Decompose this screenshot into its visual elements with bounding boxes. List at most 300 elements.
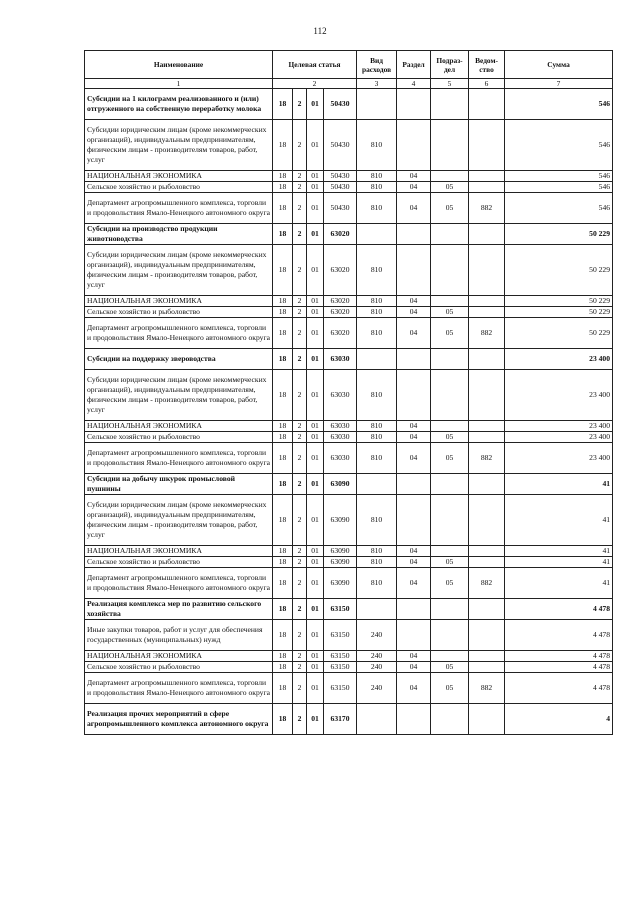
target-code-3: 01 [307, 245, 324, 296]
expense-type: 240 [357, 651, 397, 662]
target-code-1: 18 [273, 432, 293, 443]
amount-value: 23 400 [505, 421, 613, 432]
column-number: 3 [357, 79, 397, 89]
target-code-1: 18 [273, 651, 293, 662]
expense-type: 810 [357, 443, 397, 474]
target-code-3: 01 [307, 421, 324, 432]
target-code-3: 01 [307, 120, 324, 171]
target-code-2: 2 [293, 432, 307, 443]
subsection-code [431, 421, 469, 432]
expense-type: 810 [357, 432, 397, 443]
target-code-2: 2 [293, 245, 307, 296]
target-code-4: 63090 [324, 474, 357, 495]
target-code-3: 01 [307, 182, 324, 193]
row-name: Департамент агропромышленного комплекса, торговли и продовольствия Ямало-Ненецкого автономного округа [85, 673, 273, 704]
expense-type [357, 474, 397, 495]
expense-type: 810 [357, 557, 397, 568]
subsection-code [431, 296, 469, 307]
section-code [397, 620, 431, 651]
amount-value: 41 [505, 474, 613, 495]
expense-type: 810 [357, 182, 397, 193]
row-name: Реализация прочих мероприятий в сфере агропромышленного комплекса автономного округа [85, 704, 273, 735]
budget-table [84, 50, 613, 735]
section-code: 04 [397, 307, 431, 318]
header-expense: Вид расходов [357, 51, 397, 79]
table-row [85, 193, 613, 224]
subsection-code [431, 495, 469, 546]
department-code [469, 546, 505, 557]
subsection-code: 05 [431, 443, 469, 474]
row-name: Сельское хозяйство и рыболовство [85, 662, 273, 673]
section-code [397, 370, 431, 421]
section-code [397, 495, 431, 546]
table-row [85, 557, 613, 568]
amount-value: 546 [505, 182, 613, 193]
amount-value: 41 [505, 546, 613, 557]
expense-type: 810 [357, 568, 397, 599]
table-row [85, 620, 613, 651]
subsection-code [431, 599, 469, 620]
target-code-1: 18 [273, 568, 293, 599]
target-code-1: 18 [273, 704, 293, 735]
expense-type [357, 704, 397, 735]
section-code [397, 224, 431, 245]
section-code: 04 [397, 651, 431, 662]
table-row [85, 349, 613, 370]
subsection-code: 05 [431, 193, 469, 224]
target-code-3: 01 [307, 599, 324, 620]
target-code-1: 18 [273, 620, 293, 651]
department-code [469, 432, 505, 443]
target-code-4: 63090 [324, 495, 357, 546]
subsection-code: 05 [431, 673, 469, 704]
target-code-1: 18 [273, 296, 293, 307]
row-name: Субсидии на 1 килограмм реализованного и (или) отгруженного на собственную переработку молока [85, 89, 273, 120]
expense-type: 810 [357, 318, 397, 349]
row-name: Департамент агропромышленного комплекса, торговли и продовольствия Ямало-Ненецкого автономного округа [85, 568, 273, 599]
amount-value: 41 [505, 568, 613, 599]
expense-type: 240 [357, 620, 397, 651]
target-code-4: 50430 [324, 182, 357, 193]
target-code-4: 63030 [324, 443, 357, 474]
target-code-2: 2 [293, 224, 307, 245]
target-code-1: 18 [273, 443, 293, 474]
subsection-code [431, 89, 469, 120]
target-code-4: 50430 [324, 171, 357, 182]
section-code [397, 599, 431, 620]
expense-type: 810 [357, 546, 397, 557]
target-code-4: 63090 [324, 568, 357, 599]
department-code [469, 704, 505, 735]
department-code [469, 620, 505, 651]
table-row [85, 307, 613, 318]
target-code-4: 63030 [324, 370, 357, 421]
expense-type: 810 [357, 421, 397, 432]
department-code [469, 307, 505, 318]
table-row [85, 296, 613, 307]
target-code-4: 63090 [324, 546, 357, 557]
column-number: 7 [505, 79, 613, 89]
amount-value: 50 229 [505, 307, 613, 318]
page-number: 112 [313, 26, 327, 36]
target-code-1: 18 [273, 495, 293, 546]
row-name: Субсидии на производство продукции животноводства [85, 224, 273, 245]
target-code-4: 63150 [324, 673, 357, 704]
target-code-1: 18 [273, 421, 293, 432]
row-name: Иные закупки товаров, работ и услуг для обеспечения государственных (муниципальных) нужд [85, 620, 273, 651]
expense-type: 810 [357, 296, 397, 307]
target-code-2: 2 [293, 673, 307, 704]
section-code: 04 [397, 443, 431, 474]
row-name: НАЦИОНАЛЬНАЯ ЭКОНОМИКА [85, 171, 273, 182]
amount-value: 41 [505, 557, 613, 568]
target-code-4: 50430 [324, 193, 357, 224]
amount-value: 546 [505, 120, 613, 171]
target-code-4: 50430 [324, 120, 357, 171]
subsection-code [431, 474, 469, 495]
target-code-1: 18 [273, 599, 293, 620]
amount-value: 4 478 [505, 651, 613, 662]
target-code-1: 18 [273, 245, 293, 296]
target-code-3: 01 [307, 432, 324, 443]
row-name: Субсидии юридическим лицам (кроме некоммерческих организаций), индивидуальным предпринимателям, физическим лицам - производителям товаров, работ, услуг [85, 370, 273, 421]
table-row [85, 495, 613, 546]
amount-value: 23 400 [505, 443, 613, 474]
target-code-2: 2 [293, 599, 307, 620]
target-code-1: 18 [273, 193, 293, 224]
section-code: 04 [397, 193, 431, 224]
department-code: 882 [469, 318, 505, 349]
target-code-2: 2 [293, 474, 307, 495]
target-code-2: 2 [293, 651, 307, 662]
target-code-4: 63030 [324, 349, 357, 370]
subsection-code [431, 171, 469, 182]
target-code-4: 63020 [324, 307, 357, 318]
target-code-1: 18 [273, 474, 293, 495]
target-code-3: 01 [307, 620, 324, 651]
amount-value: 546 [505, 193, 613, 224]
amount-value: 50 229 [505, 296, 613, 307]
department-code [469, 224, 505, 245]
section-code: 04 [397, 421, 431, 432]
target-code-4: 63020 [324, 245, 357, 296]
header-amount: Сумма [505, 51, 613, 79]
target-code-2: 2 [293, 370, 307, 421]
target-code-4: 63150 [324, 620, 357, 651]
amount-value: 23 400 [505, 349, 613, 370]
department-code [469, 662, 505, 673]
section-code: 04 [397, 673, 431, 704]
target-code-2: 2 [293, 662, 307, 673]
target-code-1: 18 [273, 89, 293, 120]
table-row [85, 120, 613, 171]
target-code-2: 2 [293, 307, 307, 318]
target-code-3: 01 [307, 349, 324, 370]
section-code [397, 704, 431, 735]
column-numbers-row [85, 79, 613, 89]
department-code [469, 245, 505, 296]
target-code-4: 63150 [324, 599, 357, 620]
target-code-1: 18 [273, 307, 293, 318]
target-code-2: 2 [293, 296, 307, 307]
subsection-code [431, 245, 469, 296]
target-code-3: 01 [307, 704, 324, 735]
target-code-3: 01 [307, 193, 324, 224]
target-code-1: 18 [273, 662, 293, 673]
target-code-3: 01 [307, 495, 324, 546]
department-code [469, 89, 505, 120]
department-code [469, 474, 505, 495]
header-row [85, 51, 613, 79]
target-code-2: 2 [293, 120, 307, 171]
target-code-2: 2 [293, 182, 307, 193]
subsection-code: 05 [431, 662, 469, 673]
expense-type: 810 [357, 370, 397, 421]
department-code [469, 349, 505, 370]
expense-type: 810 [357, 171, 397, 182]
target-code-2: 2 [293, 318, 307, 349]
department-code: 882 [469, 568, 505, 599]
target-code-1: 18 [273, 171, 293, 182]
table-row [85, 432, 613, 443]
table-row [85, 421, 613, 432]
subsection-code [431, 224, 469, 245]
section-code: 04 [397, 182, 431, 193]
target-code-2: 2 [293, 349, 307, 370]
target-code-2: 2 [293, 704, 307, 735]
target-code-2: 2 [293, 193, 307, 224]
section-code: 04 [397, 568, 431, 599]
target-code-1: 18 [273, 546, 293, 557]
target-code-1: 18 [273, 224, 293, 245]
target-code-3: 01 [307, 568, 324, 599]
department-code [469, 120, 505, 171]
row-name: Субсидии на поддержку звероводства [85, 349, 273, 370]
target-code-2: 2 [293, 89, 307, 120]
target-code-3: 01 [307, 370, 324, 421]
column-number: 1 [85, 79, 273, 89]
header-name: Наименование [85, 51, 273, 79]
row-name: НАЦИОНАЛЬНАЯ ЭКОНОМИКА [85, 296, 273, 307]
table-row [85, 568, 613, 599]
expense-type [357, 349, 397, 370]
amount-value: 23 400 [505, 370, 613, 421]
target-code-1: 18 [273, 349, 293, 370]
target-code-3: 01 [307, 318, 324, 349]
section-code [397, 245, 431, 296]
column-number: 5 [431, 79, 469, 89]
section-code: 04 [397, 171, 431, 182]
section-code [397, 474, 431, 495]
target-code-4: 63170 [324, 704, 357, 735]
department-code [469, 182, 505, 193]
column-number: 6 [469, 79, 505, 89]
target-code-4: 63020 [324, 318, 357, 349]
table-row [85, 171, 613, 182]
row-name: Сельское хозяйство и рыболовство [85, 307, 273, 318]
target-code-3: 01 [307, 224, 324, 245]
amount-value: 4 478 [505, 620, 613, 651]
target-code-1: 18 [273, 673, 293, 704]
header-target: Целевая статья [273, 51, 357, 79]
expense-type: 810 [357, 495, 397, 546]
table-row [85, 474, 613, 495]
target-code-3: 01 [307, 443, 324, 474]
department-code [469, 495, 505, 546]
subsection-code [431, 704, 469, 735]
row-name: Департамент агропромышленного комплекса, торговли и продовольствия Ямало-Ненецкого автономного округа [85, 193, 273, 224]
table-row [85, 662, 613, 673]
row-name: Департамент агропромышленного комплекса, торговли и продовольствия Ямало-Ненецкого автономного округа [85, 443, 273, 474]
target-code-1: 18 [273, 120, 293, 171]
target-code-1: 18 [273, 557, 293, 568]
row-name: Департамент агропромышленного комплекса, торговли и продовольствия Ямало-Ненецкого автономного округа [85, 318, 273, 349]
department-code: 882 [469, 673, 505, 704]
target-code-2: 2 [293, 557, 307, 568]
subsection-code: 05 [431, 568, 469, 599]
header-department: Ведом-ство [469, 51, 505, 79]
target-code-3: 01 [307, 89, 324, 120]
expense-type: 810 [357, 245, 397, 296]
target-code-3: 01 [307, 662, 324, 673]
row-name: Субсидии юридическим лицам (кроме некоммерческих организаций), индивидуальным предпринимателям, физическим лицам - производителям товаров, работ, услуг [85, 245, 273, 296]
subsection-code: 05 [431, 557, 469, 568]
table-row [85, 245, 613, 296]
column-number: 2 [273, 79, 357, 89]
expense-type: 240 [357, 673, 397, 704]
section-code [397, 89, 431, 120]
amount-value: 546 [505, 171, 613, 182]
row-name: Сельское хозяйство и рыболовство [85, 557, 273, 568]
department-code: 882 [469, 443, 505, 474]
target-code-4: 63150 [324, 662, 357, 673]
section-code: 04 [397, 318, 431, 349]
header-subsection: Подраз-дел [431, 51, 469, 79]
expense-type: 810 [357, 307, 397, 318]
subsection-code [431, 349, 469, 370]
subsection-code [431, 546, 469, 557]
target-code-2: 2 [293, 171, 307, 182]
header-section: Раздел [397, 51, 431, 79]
expense-type [357, 89, 397, 120]
target-code-2: 2 [293, 546, 307, 557]
subsection-code [431, 620, 469, 651]
table-row [85, 182, 613, 193]
target-code-3: 01 [307, 651, 324, 662]
target-code-2: 2 [293, 421, 307, 432]
row-name: НАЦИОНАЛЬНАЯ ЭКОНОМИКА [85, 651, 273, 662]
amount-value: 41 [505, 495, 613, 546]
target-code-4: 63090 [324, 557, 357, 568]
amount-value: 50 229 [505, 224, 613, 245]
target-code-4: 63020 [324, 296, 357, 307]
target-code-3: 01 [307, 296, 324, 307]
target-code-1: 18 [273, 370, 293, 421]
amount-value: 4 478 [505, 599, 613, 620]
department-code [469, 296, 505, 307]
table-row [85, 89, 613, 120]
target-code-1: 18 [273, 182, 293, 193]
subsection-code [431, 370, 469, 421]
section-code [397, 349, 431, 370]
target-code-3: 01 [307, 557, 324, 568]
table-row [85, 370, 613, 421]
target-code-2: 2 [293, 568, 307, 599]
table-row [85, 443, 613, 474]
section-code: 04 [397, 546, 431, 557]
target-code-3: 01 [307, 307, 324, 318]
department-code [469, 421, 505, 432]
expense-type [357, 224, 397, 245]
row-name: НАЦИОНАЛЬНАЯ ЭКОНОМИКА [85, 546, 273, 557]
row-name: НАЦИОНАЛЬНАЯ ЭКОНОМИКА [85, 421, 273, 432]
section-code [397, 120, 431, 171]
column-number: 4 [397, 79, 431, 89]
amount-value: 4 478 [505, 662, 613, 673]
department-code [469, 370, 505, 421]
expense-type: 240 [357, 662, 397, 673]
expense-type [357, 599, 397, 620]
target-code-3: 01 [307, 474, 324, 495]
amount-value: 23 400 [505, 432, 613, 443]
target-code-2: 2 [293, 620, 307, 651]
expense-type: 810 [357, 193, 397, 224]
amount-value: 4 478 [505, 673, 613, 704]
department-code [469, 651, 505, 662]
target-code-4: 63030 [324, 421, 357, 432]
subsection-code: 05 [431, 318, 469, 349]
department-code [469, 171, 505, 182]
subsection-code: 05 [431, 307, 469, 318]
row-name: Субсидии юридическим лицам (кроме некоммерческих организаций), индивидуальным предпринимателям, физическим лицам - производителям товаров, работ, услуг [85, 120, 273, 171]
target-code-4: 63020 [324, 224, 357, 245]
subsection-code [431, 651, 469, 662]
table-row [85, 546, 613, 557]
subsection-code [431, 120, 469, 171]
table-row [85, 224, 613, 245]
row-name: Реализация комплекса мер по развитию сельского хозяйства [85, 599, 273, 620]
expense-type: 810 [357, 120, 397, 171]
target-code-2: 2 [293, 443, 307, 474]
section-code: 04 [397, 296, 431, 307]
subsection-code: 05 [431, 432, 469, 443]
amount-value: 50 229 [505, 318, 613, 349]
amount-value: 50 229 [505, 245, 613, 296]
table-row [85, 704, 613, 735]
row-name: Сельское хозяйство и рыболовство [85, 432, 273, 443]
department-code [469, 599, 505, 620]
target-code-2: 2 [293, 495, 307, 546]
row-name: Субсидии на добычу шкурок промысловой пушнины [85, 474, 273, 495]
row-name: Сельское хозяйство и рыболовство [85, 182, 273, 193]
target-code-1: 18 [273, 318, 293, 349]
amount-value: 546 [505, 89, 613, 120]
section-code: 04 [397, 662, 431, 673]
target-code-4: 63030 [324, 432, 357, 443]
row-name: Субсидии юридическим лицам (кроме некоммерческих организаций), индивидуальным предпринимателям, физическим лицам - производителям товаров, работ, услуг [85, 495, 273, 546]
target-code-4: 50430 [324, 89, 357, 120]
table-row [85, 673, 613, 704]
table-row [85, 651, 613, 662]
target-code-3: 01 [307, 171, 324, 182]
amount-value: 4 [505, 704, 613, 735]
department-code [469, 557, 505, 568]
section-code: 04 [397, 557, 431, 568]
department-code: 882 [469, 193, 505, 224]
target-code-4: 63150 [324, 651, 357, 662]
target-code-3: 01 [307, 673, 324, 704]
section-code: 04 [397, 432, 431, 443]
